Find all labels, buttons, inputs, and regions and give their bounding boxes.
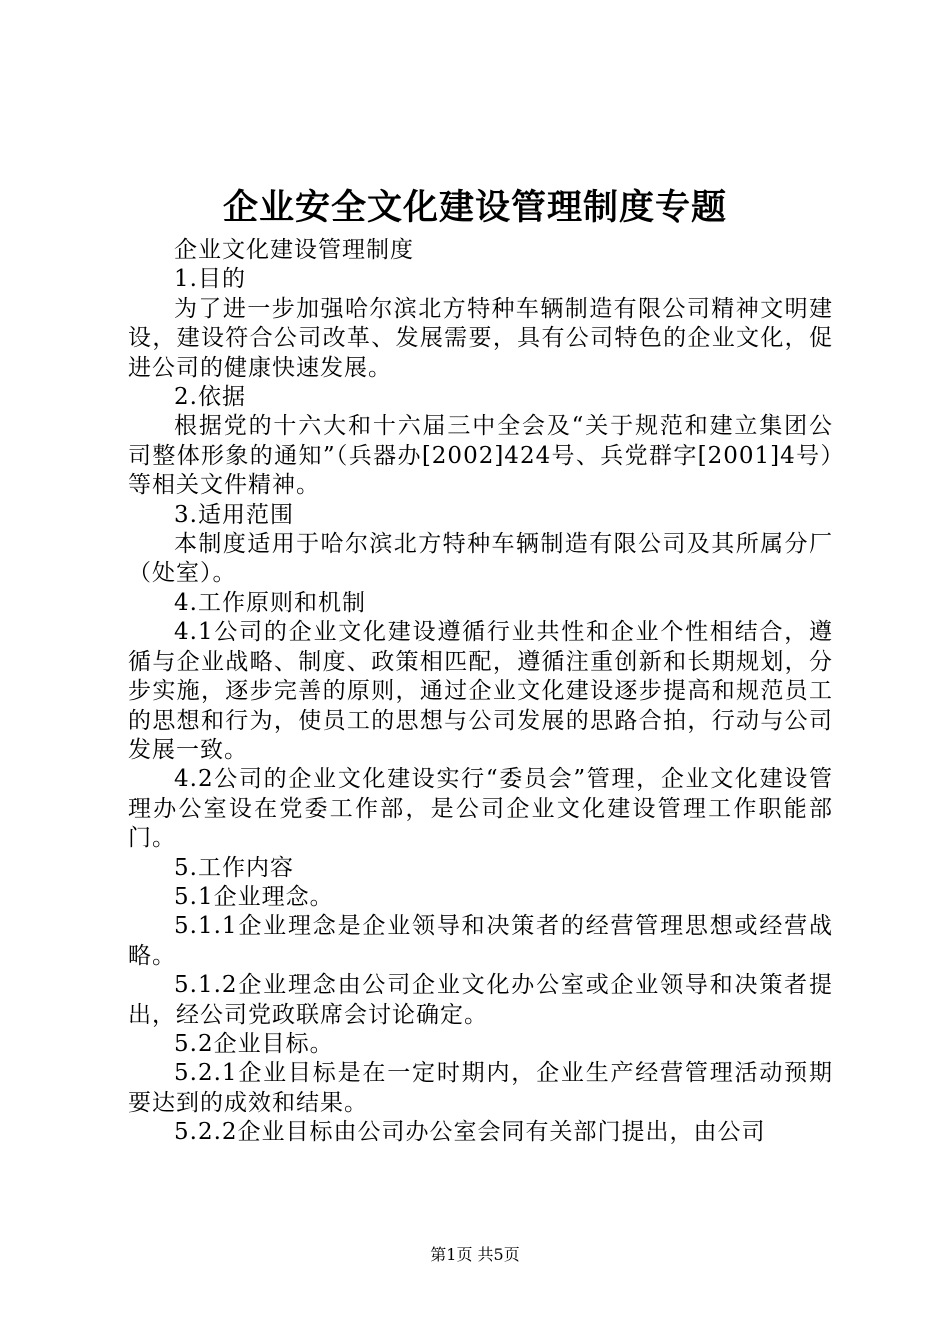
section-heading: 5.工作内容 xyxy=(174,854,294,881)
paragraph: 4.1公司的企业文化建设遵循行业共性和企业个性相结合，遵循与企业战略、制度、政策相匹配，遵循注重创新和长期规划，分步实施，逐步完善的原则，通过企业文化建设逐步提高和规范员工的思想和行为，使员工的思想与公司发展的思路合拍，行动与公司发展一致。 xyxy=(128,619,833,763)
section-heading: 1.目的 xyxy=(174,266,246,293)
paragraph: 5.1.1企业理念是企业领导和决策者的经营管理思想或经营战略。 xyxy=(128,913,833,969)
document-body xyxy=(128,236,833,1148)
paragraph: 4.2公司的企业文化建设实行“委员会”管理，企业文化建设管理办公室设在党委工作部，是公司企业文化建设管理工作职能部门。 xyxy=(128,766,833,852)
paragraph: 企业文化建设管理制度 xyxy=(174,237,414,263)
paragraph: 根据党的十六大和十六届三中全会及“关于规范和建立集团公司整体形象的通知”（兵器办[2002]424号、兵党群字[2001]4号）等相关文件精神。 xyxy=(128,413,833,499)
section-heading: 4.工作原则和机制 xyxy=(174,589,366,616)
paragraph: 5.2.1企业目标是在一定时期内，企业生产经营管理活动预期要达到的成效和结果。 xyxy=(128,1060,833,1116)
document-title: 企业安全文化建设管理制度专题 xyxy=(222,187,727,228)
paragraph: 为了进一步加强哈尔滨北方特种车辆制造有限公司精神文明建设，建设符合公司改革、发展需要，具有公司特色的企业文化，促进公司的健康快速发展。 xyxy=(128,295,833,381)
paragraph: 5.1企业理念。 xyxy=(174,883,334,910)
paragraph: 5.1.2企业理念由公司企业文化办公室或企业领导和决策者提出，经公司党政联席会讨论确定。 xyxy=(128,972,833,1028)
page-footer: 第1页 共5页 xyxy=(430,1245,520,1264)
section-heading: 3.适用范围 xyxy=(174,501,294,528)
paragraph: 5.2.2企业目标由公司办公室会同有关部门提出，由公司 xyxy=(174,1119,766,1146)
section-heading: 2.依据 xyxy=(174,384,246,411)
paragraph: 5.2企业目标。 xyxy=(174,1030,334,1057)
paragraph: 本制度适用于哈尔滨北方特种车辆制造有限公司及其所属分厂（处室）。 xyxy=(128,531,833,587)
